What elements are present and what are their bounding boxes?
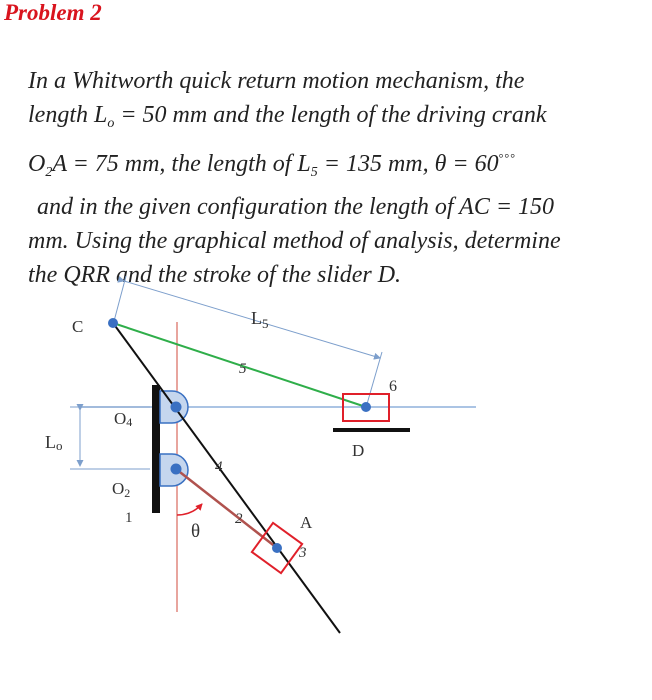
label-2: 2: [235, 511, 243, 527]
theta-arc: [177, 504, 202, 515]
text-line-5: mm. Using the graphical method of analysis, determine: [28, 228, 561, 254]
label-o4: O4: [114, 409, 133, 429]
problem-heading: Problem 2: [4, 0, 102, 25]
joint-d: [361, 402, 371, 412]
frame-bar: [152, 385, 160, 513]
label-6: 6: [389, 378, 397, 395]
text-line-4: and in the given configuration the length of AC = 150: [37, 194, 555, 220]
label-lo: Lo: [45, 432, 63, 453]
joint-c: [108, 318, 118, 328]
label-l5: $L_5$: [251, 308, 269, 331]
label-d: D: [352, 441, 365, 460]
label-3: 3: [299, 545, 307, 561]
label-o2: O2: [112, 479, 131, 500]
label-4: 4: [215, 459, 223, 475]
l5-extension-left: [113, 276, 126, 325]
label-1: 1: [125, 510, 133, 526]
label-a: A: [300, 513, 313, 532]
text-line-1: In a Whitworth quick return motion mechanism, the: [28, 68, 525, 94]
text-line-6: the QRR and the stroke of the slider D.: [28, 262, 402, 288]
label-c: C: [72, 317, 84, 336]
text-line-3: $O_2A = 75$ mm, the length of $L_5 = 135$ mm, θ = 60°°°: [28, 151, 517, 180]
text-line-2: length $L_o = 50$ mm and the length of the driving crank: [28, 102, 547, 131]
label-theta: θ: [191, 521, 201, 542]
l5-extension-right: [367, 352, 382, 404]
joint-o2: [171, 464, 182, 475]
joint-o4: [171, 402, 182, 413]
label-5: 5: [239, 361, 247, 377]
joint-a: [272, 543, 282, 553]
slotted-lever-link-4: [113, 323, 340, 633]
